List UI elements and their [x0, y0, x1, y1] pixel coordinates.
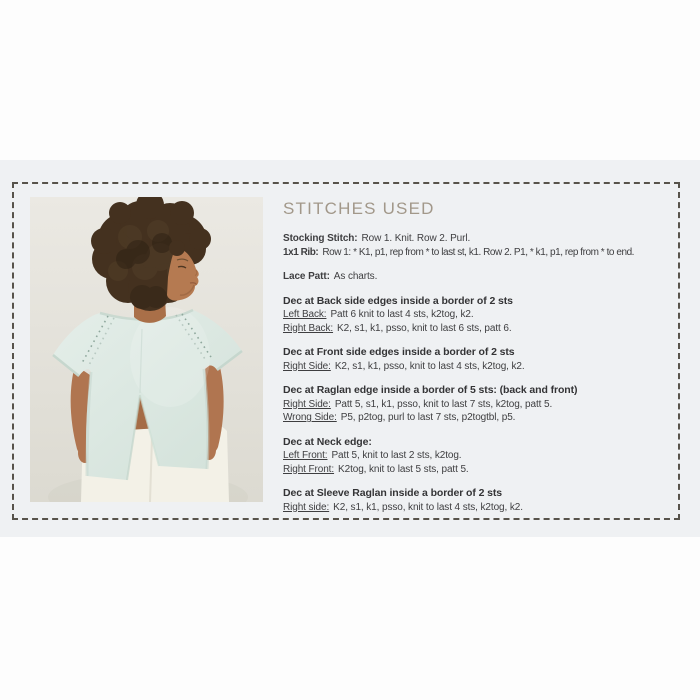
- stitch-block-dec-neck: [283, 436, 683, 477]
- model-photo: [30, 197, 263, 502]
- stitch-line: [283, 246, 683, 260]
- stitch-block-basic: [283, 232, 683, 259]
- stitch-line: [283, 449, 683, 463]
- stitch-desc: P5, p2tog, purl to last 7 sts, p2togtbl, p5.: [340, 412, 516, 423]
- stitch-desc: As charts.: [333, 271, 378, 282]
- stitch-term: Right Side:: [283, 360, 331, 372]
- stitch-term: Right side:: [283, 501, 330, 513]
- stitch-line: [283, 398, 683, 412]
- stitch-term: Stocking Stitch:: [283, 233, 358, 244]
- stitch-desc: Row 1. Knit. Row 2. Purl.: [361, 233, 471, 244]
- block-heading: Dec at Raglan edge inside a border of 5 sts: (back and front): [283, 384, 578, 396]
- stitch-block-dec-raglan: [283, 384, 683, 425]
- stitch-block-lace: [283, 270, 683, 284]
- stitch-desc: K2tog, knit to last 5 sts, patt 5.: [338, 463, 469, 475]
- stitch-line: [283, 411, 683, 425]
- stitch-desc: K2, s1, k1, psso, knit to last 4 sts, k2tog, k2.: [333, 501, 523, 513]
- stitch-line: [283, 270, 683, 284]
- stitch-desc: Patt 5, s1, k1, psso, knit to last 7 sts, k2tog, patt 5.: [334, 398, 553, 410]
- stitch-line: [283, 501, 683, 515]
- stitch-term: Lace Patt:: [283, 271, 330, 282]
- stitch-desc: Patt 5, knit to last 2 sts, k2tog.: [331, 450, 462, 461]
- stitch-desc: Row 1: * K1, p1, rep from * to last st, k1. Row 2. P1, * k1, p1, rep from * to end.: [322, 246, 635, 258]
- stitch-desc: K2, s1, k1, psso, knit to last 6 sts, patt 6.: [337, 322, 512, 334]
- stitch-block-dec-back: [283, 295, 683, 336]
- stitch-line: [283, 322, 683, 336]
- stitch-line: [283, 308, 683, 322]
- block-heading: Dec at Front side edges inside a border of 2 sts: [283, 346, 515, 358]
- stitch-line: [283, 360, 683, 374]
- stitch-term: Right Front:: [283, 463, 335, 475]
- forehead-curl: [169, 240, 185, 256]
- stitch-term: Left Front:: [283, 450, 328, 461]
- stitch-line: [283, 463, 683, 477]
- stitch-line: [283, 232, 683, 246]
- model-illustration: [30, 197, 263, 502]
- section-title: STITCHES USED: [283, 199, 435, 218]
- stitch-desc: Patt 6 knit to last 4 sts, k2tog, k2.: [330, 309, 474, 320]
- stitch-term: Right Back:: [283, 322, 334, 334]
- stitch-block-dec-front: [283, 346, 683, 373]
- stitch-term: Wrong Side:: [283, 412, 337, 423]
- stitch-term: Right Side:: [283, 398, 331, 410]
- stitch-term: 1x1 Rib:: [283, 246, 319, 258]
- stitch-term: Left Back:: [283, 309, 327, 320]
- block-heading: Dec at Back side edges inside a border of 2 sts: [283, 294, 513, 307]
- stitch-block-dec-sleeve: [283, 487, 683, 514]
- stitch-desc: K2, s1, k1, psso, knit to last 4 sts, k2tog, k2.: [334, 360, 525, 372]
- block-heading: Dec at Neck edge:: [283, 435, 372, 448]
- block-heading: Dec at Sleeve Raglan inside a border of 2 sts: [283, 487, 502, 499]
- stitches-panel-content: [283, 199, 683, 525]
